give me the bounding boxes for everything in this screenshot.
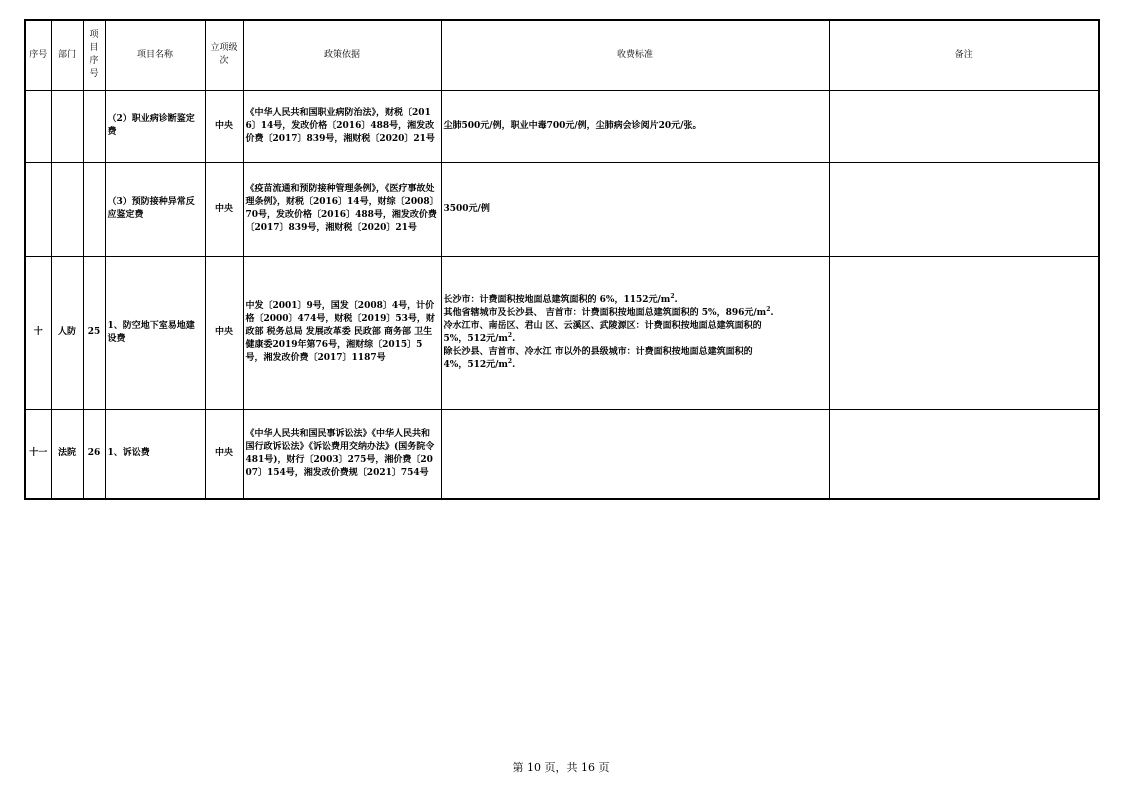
- header-seq: 序号: [25, 20, 51, 90]
- cell-item-name: 1、诉讼费: [105, 409, 205, 499]
- cell-seq: [25, 90, 51, 162]
- cell-dept: 法院: [51, 409, 83, 499]
- cell-standard: [441, 409, 829, 499]
- cell-item-name: 1、防空地下室易地建设费: [105, 256, 205, 409]
- cell-item-name: （3）预防接种异常反应鉴定费: [105, 162, 205, 256]
- cell-level: 中央: [205, 256, 243, 409]
- standard-line: 5%，512元$/m^2$.: [443, 331, 516, 344]
- cell-seq: 十一: [25, 409, 51, 499]
- cell-remark: [829, 162, 1099, 256]
- page-footer: 第 10 页，共 16 页: [512, 761, 610, 774]
- cell-policy: 中发〔2001〕9号，国发〔2008〕4号，计价格〔2000〕474号，财税〔2019〕53号，财政部 税务总局 发展改革委 民政部 商务部 卫生健康委2019年第76号，湘财综〔2015〕5号，湘发改价费〔2017〕1187号: [243, 256, 441, 409]
- table-row: [25, 90, 1099, 162]
- cell-level: 中央: [205, 409, 243, 499]
- cell-remark: [829, 409, 1099, 499]
- cell-standard: 3500元/例: [441, 162, 829, 256]
- cell-level: 中央: [205, 90, 243, 162]
- standard-line: 除长沙县、吉首市、冷水江 市以外的县级城市：计费面积按地面总建筑面积的: [443, 346, 753, 357]
- table-row: [25, 256, 1099, 409]
- header-policy: 政策依据: [243, 20, 441, 90]
- header-level: 立项级次: [205, 20, 243, 90]
- fee-table: [24, 19, 1100, 500]
- cell-policy: 《疫苗流通和预防接种管理条例》，《医疗事故处理条例》，财税〔2016〕14号，财综〔2008〕70号，发改价格〔2016〕488号，湘发改价费〔2017〕839号，湘财税〔2020〕21号: [243, 162, 441, 256]
- cell-level: 中央: [205, 162, 243, 256]
- cell-dept: [51, 162, 83, 256]
- table-header-row: [25, 20, 1099, 90]
- cell-dept: 人防: [51, 256, 83, 409]
- cell-policy: 《中华人民共和国职业病防治法》，财税〔2016〕14号，发改价格〔2016〕488号，湘发改价费〔2017〕839号，湘财税〔2020〕21号: [243, 90, 441, 162]
- cell-item-no: [83, 162, 105, 256]
- header-remark: 备注: [829, 20, 1099, 90]
- cell-seq: [25, 162, 51, 256]
- standard-line: 4%，512元$/m^2$.: [443, 357, 516, 370]
- header-dept: 部门: [51, 20, 83, 90]
- cell-item-name: （2）职业病诊断鉴定费: [105, 90, 205, 162]
- cell-remark: [829, 90, 1099, 162]
- cell-seq: 十: [25, 256, 51, 409]
- table-row: [25, 409, 1099, 499]
- header-item-name: 项目名称: [105, 20, 205, 90]
- cell-policy: 《中华人民共和国民事诉讼法》《中华人民共和国行政诉讼法》《诉讼费用交纳办法》(国务院令481号)，财行〔2003〕275号，湘价费〔2007〕154号，湘发改价费规〔2021〕754号: [243, 409, 441, 499]
- cell-item-no: 26: [83, 409, 105, 499]
- cell-standard: 尘肺500元/例，职业中毒700元/例，尘肺病会诊阅片20元/张。: [441, 90, 829, 162]
- cell-item-no: 25: [83, 256, 105, 409]
- standard-line: 长沙市：计费面积按地面总建筑面积的 6%，1152元$/m^2$.: [443, 292, 678, 305]
- header-standard: 收费标准: [441, 20, 829, 90]
- standard-line: 其他省辖城市及长沙县、 吉首市：计费面积按地面总建筑面积的 5%，896元$/m^2$.: [443, 305, 774, 318]
- cell-dept: [51, 90, 83, 162]
- cell-standard: [441, 256, 829, 409]
- standard-line: 冷水江市、南岳区、君山 区、云溪区、武陵源区：计费面积按地面总建筑面积的: [443, 320, 762, 331]
- cell-item-no: [83, 90, 105, 162]
- table-row: [25, 162, 1099, 256]
- cell-remark: [829, 256, 1099, 409]
- header-item-no: 项目序号: [83, 20, 105, 90]
